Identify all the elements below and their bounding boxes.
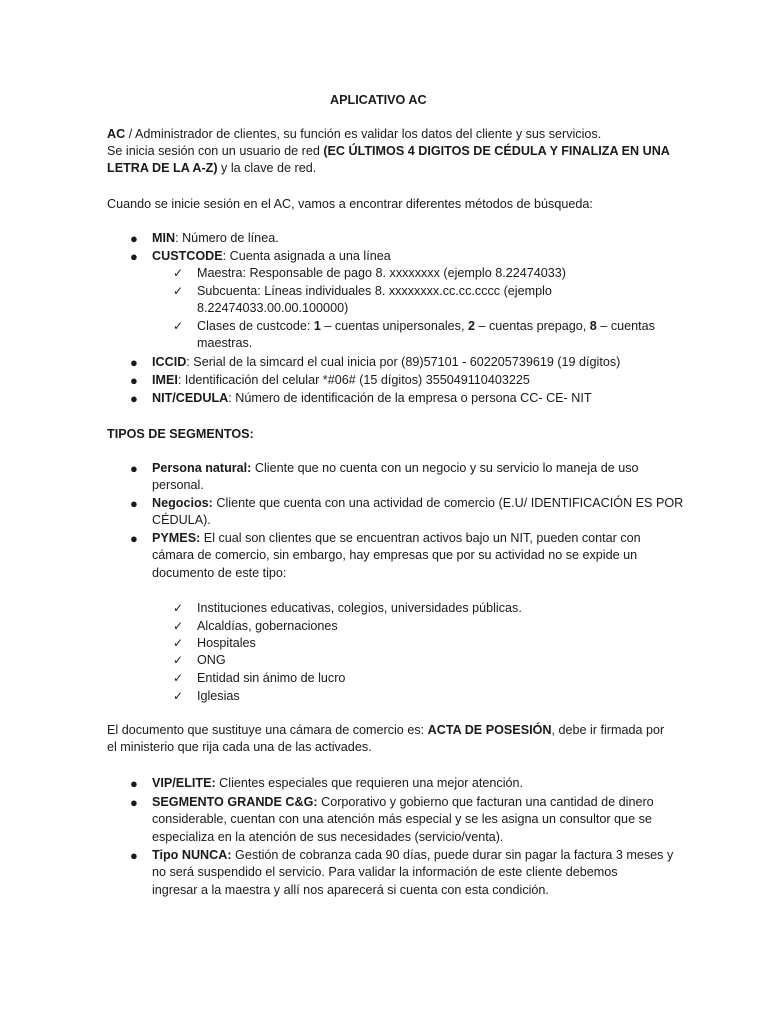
- pymes-type-item: Instituciones educativas, colegios, universidades públicas.: [197, 601, 522, 615]
- search-intro: Cuando se inicie sesión en el AC, vamos a encontrar diferentes métodos de búsqueda:: [107, 197, 593, 211]
- pymes-type-item: ONG: [197, 653, 226, 667]
- list-item-custcode: CUSTCODE: Cuenta asignada a una línea: [152, 249, 391, 263]
- bullet-icon: ●: [130, 795, 138, 810]
- segment-negocios: Negocios: Cliente que cuenta con una actividad de comercio (E.U/ IDENTIFICACIÓN ES POR: [152, 496, 684, 510]
- segments-heading: TIPOS DE SEGMENTOS:: [107, 427, 254, 441]
- segment-tipo-nunca-cont-1: no será suspendido el servicio. Para validar la información de este cliente debemos: [152, 865, 618, 879]
- segment-grande-cont-1: considerable, cuentan con una atención más especial y se les asigna un consultor que se: [152, 812, 652, 826]
- custcode-clases-cont: maestras.: [197, 336, 253, 350]
- bullet-icon: ●: [130, 373, 138, 388]
- bullet-icon: ●: [130, 249, 138, 264]
- check-icon: ✓: [173, 601, 184, 615]
- segment-tipo-nunca-cont-2: ingresar a la maestra y allí nos aparecerá si cuenta con esta condición.: [152, 883, 549, 897]
- pymes-type-item: Hospitales: [197, 636, 256, 650]
- list-item-min: MIN: Número de línea.: [152, 231, 279, 245]
- list-item-nit-cedula: NIT/CEDULA: Número de identificación de la empresa o persona CC- CE- NIT: [152, 391, 592, 405]
- intro-line-2: Se inicia sesión con un usuario de red (EC ÚLTIMOS 4 DIGITOS DE CÉDULA Y FINALIZA EN UNA: [107, 144, 670, 158]
- bullet-icon: ●: [130, 391, 138, 406]
- segment-persona-natural: Persona natural: Cliente que no cuenta con un negocio y su servicio lo maneja de uso: [152, 461, 639, 475]
- acta-line-1: El documento que sustituye una cámara de comercio es: ACTA DE POSESIÓN, debe ir firmada por: [107, 723, 665, 737]
- segment-grande-cont-2: especializa en la atención de sus necesidades (servicio/venta).: [152, 830, 504, 844]
- page-title: APLICATIVO AC: [330, 93, 427, 107]
- check-icon: ✓: [173, 284, 184, 298]
- check-icon: ✓: [173, 266, 184, 280]
- segment-negocios-cont: CÉDULA).: [152, 513, 211, 527]
- custcode-maestra: Maestra: Responsable de pago 8. xxxxxxxx (ejemplo 8.22474033): [197, 266, 566, 280]
- bullet-icon: ●: [130, 496, 138, 511]
- segment-pymes: PYMES: El cual son clientes que se encuentran activos bajo un NIT, pueden contar con: [152, 531, 641, 545]
- acta-line-2: el ministerio que rija cada una de las activades.: [107, 740, 372, 754]
- check-icon: ✓: [173, 689, 184, 703]
- custcode-subcuenta-cont: 8.22474033.00.00.100000): [197, 301, 349, 315]
- segment-persona-natural-cont: personal.: [152, 478, 204, 492]
- ac-label: AC: [107, 127, 126, 141]
- bullet-icon: ●: [130, 355, 138, 370]
- intro-line-1: AC / Administrador de clientes, su función es validar los datos del cliente y sus servicios.: [107, 127, 602, 141]
- check-icon: ✓: [173, 636, 184, 650]
- bullet-icon: ●: [130, 231, 138, 246]
- check-icon: ✓: [173, 619, 184, 633]
- custcode-clases: Clases de custcode: 1 – cuentas unipersonales, 2 – cuentas prepago, 8 – cuentas: [197, 319, 655, 333]
- check-icon: ✓: [173, 653, 184, 667]
- pymes-type-item: Iglesias: [197, 689, 240, 703]
- check-icon: ✓: [173, 319, 184, 333]
- bullet-icon: ●: [130, 531, 138, 546]
- bullet-icon: ●: [130, 461, 138, 476]
- segment-tipo-nunca: Tipo NUNCA: Gestión de cobranza cada 90 días, puede durar sin pagar la factura 3 meses y: [152, 848, 674, 862]
- segment-grande: SEGMENTO GRANDE C&G: Corporativo y gobierno que facturan una cantidad de dinero: [152, 795, 654, 809]
- segment-pymes-cont-2: documento de este tipo:: [152, 566, 287, 580]
- intro-line-3: LETRA DE LA A-Z) y la clave de red.: [107, 161, 317, 175]
- check-icon: ✓: [173, 671, 184, 685]
- list-item-imei: IMEI: Identificación del celular *#06# (15 dígitos) 355049110403225: [152, 373, 530, 387]
- list-item-iccid: ICCID: Serial de la simcard el cual inicia por (89)57101 - 602205739619 (19 dígitos): [152, 355, 621, 369]
- custcode-subcuenta: Subcuenta: Líneas individuales 8. xxxxxxxx.cc.cc.cccc (ejemplo: [197, 284, 552, 298]
- pymes-type-item: Entidad sin ánimo de lucro: [197, 671, 346, 685]
- segment-pymes-cont-1: cámara de comercio, sin embargo, hay empresas que por su actividad no se expide un: [152, 548, 638, 562]
- bullet-icon: ●: [130, 776, 138, 791]
- segment-vip-elite: VIP/ELITE: Clientes especiales que requieren una mejor atención.: [152, 776, 524, 790]
- pymes-type-item: Alcaldías, gobernaciones: [197, 619, 338, 633]
- bullet-icon: ●: [130, 848, 138, 863]
